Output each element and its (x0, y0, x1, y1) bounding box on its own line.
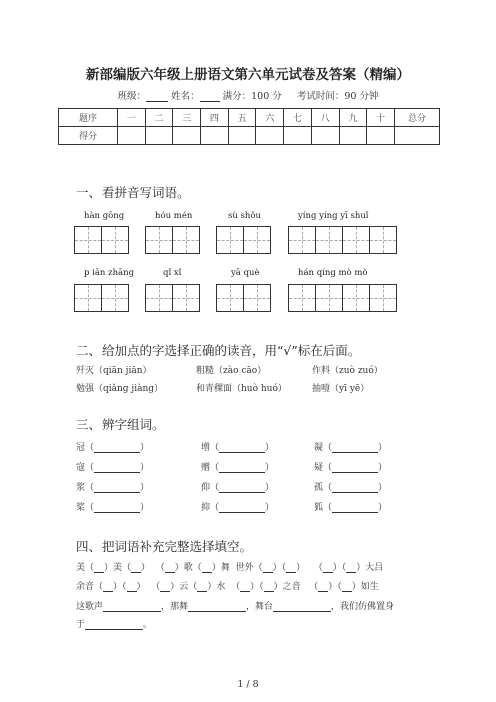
page-number: 1 / 8 (237, 679, 259, 690)
writing-grid[interactable] (74, 226, 129, 254)
word-group-item[interactable]: 赠（ ） (201, 463, 275, 473)
score-header: 三 (173, 109, 201, 127)
name-label: 姓名： (171, 91, 200, 102)
score-header: 二 (145, 109, 173, 127)
page-title: 新部编版六年级上册语文第六单元试卷及答案（精编） (86, 67, 410, 83)
score-cell[interactable] (228, 127, 256, 145)
pinyin: hóu mén (155, 211, 193, 221)
writing-grid[interactable] (288, 284, 397, 312)
pinyin: yā què (231, 268, 260, 278)
exam-info (0, 88, 496, 102)
score-header: 八 (311, 109, 339, 127)
writing-grid[interactable] (288, 226, 397, 254)
word-group-item[interactable]: 抑（ ） (201, 503, 275, 513)
writing-grid[interactable] (216, 284, 271, 312)
score-cell[interactable] (395, 127, 440, 145)
writing-grid[interactable] (74, 284, 129, 312)
score-cell[interactable] (118, 127, 146, 145)
sentence-fill-line[interactable]: 这歌声 ，那舞 ，舞台 ，我们仿佛置身 (76, 602, 395, 612)
score-cell[interactable] (284, 127, 312, 145)
word-group-item[interactable]: 寇（ ） (76, 463, 150, 473)
pronunciation-item[interactable]: 粗糙（zào cāo） (196, 366, 267, 376)
score-header: 总分 (395, 109, 440, 127)
score-row-label: 得分 (59, 127, 118, 145)
section-4-heading: 四、把词语补充完整选择填空。 (76, 539, 253, 554)
pinyin: hàn gōng (84, 211, 125, 221)
section-1-heading: 一、看拼音写词语。 (76, 185, 190, 200)
word-group-item[interactable]: 狐（ ） (314, 503, 388, 513)
pronunciation-item[interactable]: 作料（zuò zuó） (312, 366, 383, 376)
score-table (58, 108, 440, 145)
score-header: 十 (367, 109, 395, 127)
score-header: 九 (339, 109, 367, 127)
section-3-heading: 三、辨字组词。 (76, 417, 165, 432)
word-group-item[interactable]: 浆（ ） (76, 483, 150, 493)
writing-grid[interactable] (145, 284, 200, 312)
pronunciation-item[interactable]: 抽噎（yī yē） (312, 384, 370, 394)
idiom-fill-line[interactable]: 余音（ ）（ ） （ ）云（ ）水 （ ）（ ）之音 （ ）（ ）如生 (76, 582, 379, 592)
word-group-item[interactable]: 孤（ ） (314, 483, 388, 493)
writing-grid[interactable] (216, 226, 271, 254)
score-cell[interactable] (145, 127, 173, 145)
pinyin: yíng yíng yī shuǐ (298, 211, 369, 221)
word-group-item[interactable]: 疑（ ） (314, 463, 388, 473)
idiom-fill-line[interactable]: 美（ ）美（ ） （ ）歌（ ）舞 世外（ ）（ ） （ ）（ ）大吕 (76, 563, 384, 573)
pinyin: p iān zhāng (84, 268, 135, 278)
writing-grid[interactable] (145, 226, 200, 254)
pinyin: qǐ xǐ (163, 268, 182, 278)
name-blank[interactable] (200, 91, 220, 102)
score-header: 七 (284, 109, 312, 127)
class-label: 班级： (117, 91, 147, 102)
full-score: 满分：100 分 (222, 91, 282, 102)
score-header: 六 (256, 109, 284, 127)
pinyin: sù shǒu (228, 211, 261, 221)
word-group-item[interactable]: 凝（ ） (314, 443, 388, 453)
score-cell[interactable] (367, 127, 395, 145)
pronunciation-item[interactable]: 歼灭（qiān jiān） (76, 366, 152, 376)
word-group-item[interactable]: 仰（ ） (201, 483, 275, 493)
score-header: 五 (228, 109, 256, 127)
score-cell[interactable] (339, 127, 367, 145)
class-blank[interactable] (146, 91, 168, 102)
word-group-item[interactable]: 桨（ ） (76, 503, 150, 513)
section-2-heading: 二、给加点的字选择正确的读音，用“√”标在后面。 (76, 343, 361, 358)
score-cell[interactable] (256, 127, 284, 145)
exam-time: 考试时间：90 分钟 (296, 91, 379, 102)
pinyin: hán qíng mò mò (298, 268, 368, 278)
pronunciation-item[interactable]: 勉强（qiǎng jiàng） (76, 384, 164, 394)
word-group-item[interactable]: 冠（ ） (76, 443, 150, 453)
score-header: 四 (201, 109, 229, 127)
score-header: 一 (118, 109, 146, 127)
score-cell[interactable] (173, 127, 201, 145)
score-cell[interactable] (201, 127, 229, 145)
word-group-item[interactable]: 增（ ） (201, 443, 275, 453)
sentence-fill-line[interactable]: 于 。 (76, 620, 153, 630)
score-header: 题序 (59, 109, 118, 127)
pronunciation-item[interactable]: 和青稞面（huò huó） (196, 384, 287, 394)
score-cell[interactable] (311, 127, 339, 145)
